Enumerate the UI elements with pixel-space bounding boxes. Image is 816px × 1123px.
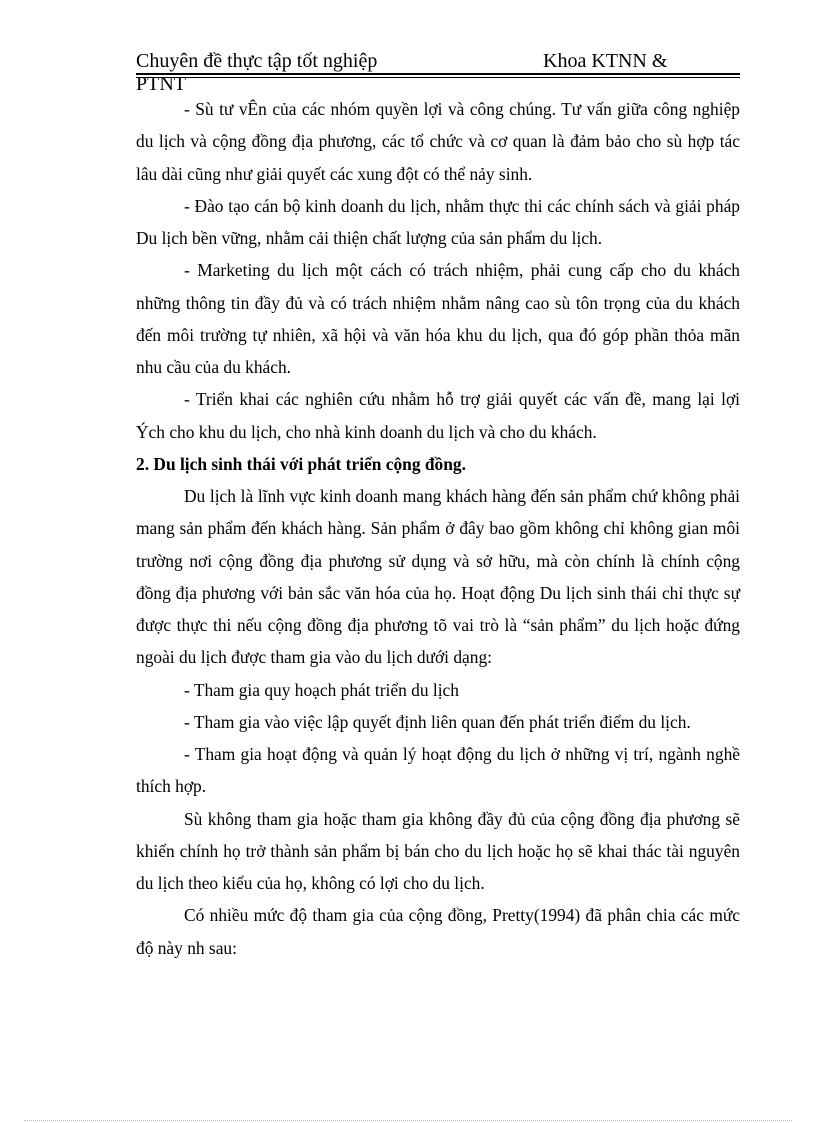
page-bottom-rule: [24, 1120, 792, 1121]
paragraph-training: - Đào tạo cán bộ kinh doanh du lịch, nhằm thực thi các chính sách và giải pháp Du lịch bền vững, nhằm cải thiện chất lượng của sản phẩm du lịch.: [136, 195, 740, 248]
paragraph-operations: - Tham gia hoạt động và quản lý hoạt động du lịch ở những vị trí, ngành nghề thích hợp.: [136, 744, 740, 797]
paragraph-consultation: - Sù tư vÊn của các nhóm quyền lợi và công chúng. Tư vấn giữa công nghiệp du lịch và cộng đồng địa phương, các tổ chức và cơ quan là đảm bảo cho sù hợp tác lâu dài cũng như giải quyết các xung đột có thể nảy sinh.: [136, 99, 740, 184]
paragraph-decision-making: - Tham gia vào việc lập quyết định liên quan đến phát triển điểm du lịch.: [184, 711, 691, 732]
paragraph-community-tourism: Du lịch là lĩnh vực kinh doanh mang khách hàng đến sản phẩm chứ không phải mang sản phẩm đến khách hàng. Sản phẩm ở đây bao gồm không chỉ không gian môi trường nơi cộng đồng địa phương sử dụng và sở hữu, mà còn chính là chính cộng đồng địa phương với bản sắc văn hóa của họ. Hoạt động Du lịch sinh thái chỉ thực sự được thực thi nếu cộng đồng địa phương tõ vai trò là “sản phẩm” du lịch hoặc đứng ngoài du lịch được tham gia vào du lịch dưới dạng:: [136, 486, 740, 668]
header-rule-thick: [136, 73, 740, 75]
document-body: [136, 93, 740, 964]
paragraph-non-participation: Sù không tham gia hoặc tham gia không đầy đủ của cộng đồng địa phương sẽ khiến chính họ trở thành sản phẩm bị bán cho du lịch hoặc họ sẽ khai thác tài nguyên du lịch theo kiểu của họ, không có lợi cho du lịch.: [136, 808, 740, 893]
paragraph-participation-levels: Có nhiều mức độ tham gia của cộng đồng, Pretty(1994) đã phân chia các mức độ này nh sau:: [136, 905, 740, 958]
header-department-continuation: PTNT: [136, 73, 186, 95]
header-rule-thin: [136, 77, 740, 78]
header-department: Khoa KTNN &: [543, 50, 668, 72]
paragraph-marketing: - Marketing du lịch một cách có trách nhiệm, phải cung cấp cho du khách những thông tin đầy đủ và có trách nhiệm nhằm nâng cao sù tôn trọng của du khách đến môi trường tự nhiên, xã hội và văn hóa khu du lịch, qua đó góp phần thỏa mãn nhu cầu của du khách.: [136, 260, 740, 377]
header-title: Chuyên đề thực tập tốt nghiệp: [136, 50, 378, 72]
page-header: [136, 50, 740, 95]
section-heading: 2. Du lịch sinh thái với phát triển cộng đồng.: [136, 453, 466, 474]
paragraph-planning: - Tham gia quy hoạch phát triển du lịch: [184, 679, 459, 700]
paragraph-research: - Triển khai các nghiên cứu nhằm hỗ trợ giải quyết các vấn đề, mang lại lợi Ých cho khu du lịch, cho nhà kinh doanh du lịch và cho du khách.: [136, 389, 740, 442]
